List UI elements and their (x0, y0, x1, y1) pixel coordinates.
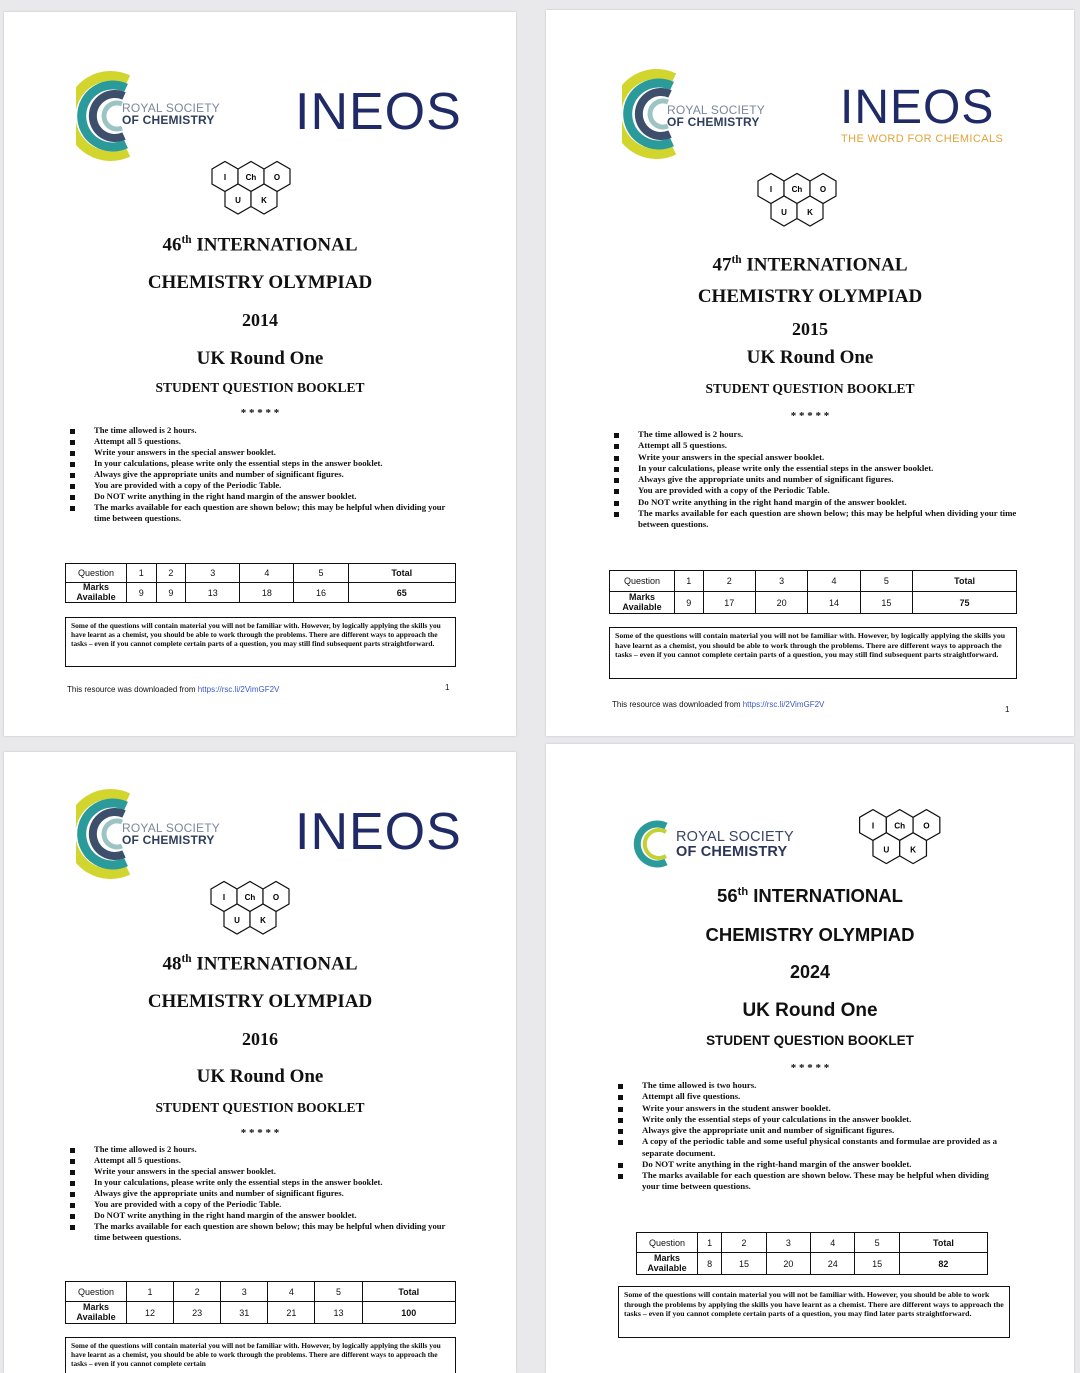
olympiad-title-line-2: CHEMISTRY OLYMPIAD (147, 272, 373, 293)
booklet-title: STUDENT QUESTION BOOKLET (705, 381, 915, 396)
instructions-list (70, 425, 462, 524)
notice-box: Some of the questions will contain material you will not be familiar with. However, by logically applying the skills you have learnt as a chemist, you should be able to work through the problems. There are different ways to approach the tasks – even if you cannot complete certain (65, 1337, 456, 1373)
hex-label: U (234, 916, 240, 925)
question-number: 5 (294, 564, 348, 583)
question-number: 4 (240, 564, 294, 583)
booklet-title: STUDENT QUESTION BOOKLET (706, 1033, 914, 1048)
booklet-2015-page (546, 10, 1074, 736)
question-number: 2 (156, 564, 186, 583)
rsc-line-1: ROYAL SOCIETY (676, 829, 794, 845)
hex-label: O (273, 173, 281, 182)
instruction-item: The marks available for each question are shown below; this may be helpful when dividing your time between questions. (70, 1221, 462, 1243)
ineos-logo: INEOS (840, 81, 995, 134)
marks-value: 15 (722, 1253, 766, 1275)
question-number: 3 (186, 564, 240, 583)
instruction-item: Always give the appropriate units and number of significant figures. (70, 1188, 462, 1199)
marks-value: 13 (186, 583, 240, 603)
ineos-logo: INEOS (295, 83, 462, 141)
question-number: 4 (808, 571, 860, 592)
footer-source (612, 700, 824, 709)
marks-value: 15 (855, 1253, 899, 1275)
hex-label: I (769, 185, 773, 194)
marks-value: 20 (766, 1253, 810, 1275)
instruction-item: Write only the essential steps of your calculations in the answer booklet. (618, 1114, 998, 1125)
marks-total: 65 (348, 583, 455, 603)
instruction-item: Write your answers in the special answer booklet. (614, 452, 1024, 463)
ineos-logo: INEOS (295, 803, 462, 861)
marks-value: 20 (755, 592, 807, 614)
hex-label: I (871, 821, 875, 831)
marks-value: 9 (156, 583, 186, 603)
rsc-line-1: ROYAL SOCIETY (122, 101, 220, 115)
stars-divider: * * * * * (790, 1062, 830, 1074)
total-header: Total (362, 1282, 455, 1302)
question-number: 5 (860, 571, 912, 592)
footer-link[interactable]: https://rsc.li/2VimGF2V (742, 700, 825, 709)
ineos-tagline: THE WORD FOR CHEMICALS (841, 133, 1004, 145)
year: 2014 (242, 310, 278, 330)
instruction-item: Do NOT write anything in the right hand margin of the answer booklet. (70, 1210, 462, 1221)
ordinal-suffix: th (181, 234, 192, 246)
instruction-item: Do NOT write anything in the right-hand margin of the answer booklet. (618, 1159, 998, 1170)
hex-label: Ch (244, 893, 256, 902)
instruction-item: Always give the appropriate unit and number of significant figures. (618, 1125, 998, 1136)
hex-label: O (819, 185, 827, 194)
olympiad-title-line-1 (4, 234, 516, 256)
question-number: 3 (221, 1282, 268, 1302)
question-header: Question (610, 571, 675, 592)
marks-table (636, 1232, 988, 1275)
marks-value: 15 (860, 592, 912, 614)
marks-value: 16 (294, 583, 348, 603)
instruction-item: The time allowed is 2 hours. (614, 429, 1024, 440)
olympiad-title-line-2: CHEMISTRY OLYMPIAD (147, 991, 373, 1012)
footer-source (67, 685, 279, 694)
round-title: UK Round One (196, 1066, 324, 1087)
hex-label: Ch (245, 173, 257, 182)
rsc-logo-text (667, 104, 765, 128)
instruction-item: Always give the appropriate units and number of significant figures. (70, 469, 462, 480)
instruction-item: Always give the appropriate units and number of significant figures. (614, 474, 1024, 485)
year: 2016 (242, 1029, 278, 1049)
instruction-item: Write your answers in the student answer booklet. (618, 1103, 998, 1114)
title-international: INTERNATIONAL (746, 254, 908, 276)
booklet-2024-page (546, 744, 1074, 1373)
stars-divider: * * * * * (240, 1127, 280, 1139)
marks-table (65, 1281, 456, 1324)
instructions-list (70, 1144, 462, 1243)
rsc-line-2: OF CHEMISTRY (122, 833, 215, 847)
question-number: 1 (675, 571, 704, 592)
question-number: 4 (811, 1233, 855, 1253)
page-number: 1 (1005, 705, 1010, 714)
hex-label: U (235, 196, 241, 205)
question-number: 1 (127, 1282, 174, 1302)
icho-uk-hexagon-logo (205, 878, 315, 948)
rsc-logo-icon (630, 820, 676, 868)
question-number: 2 (722, 1233, 766, 1253)
marks-value: 21 (268, 1302, 315, 1324)
stars-divider: * * * * * (240, 407, 280, 419)
question-number: 1 (127, 564, 157, 583)
question-number: 3 (766, 1233, 810, 1253)
marks-value: 18 (240, 583, 294, 603)
marks-value: 8 (698, 1253, 722, 1275)
question-number: 2 (174, 1282, 221, 1302)
hex-label: O (923, 821, 930, 831)
notice-box: Some of the questions will contain material you will not be familiar with. However, by logically applying the skills you have learnt as a chemist, you should be able to work through the problems. There are different ways to approach the tasks – even if you cannot complete certain parts of a question, you may still find subsequent parts straightforward. (609, 627, 1017, 679)
notice-box: Some of the questions will contain material you will not be familiar with. However, by logically applying the skills you have learnt as a chemist, you should be able to work through the problems. There are different ways to approach the tasks – even if you cannot complete certain parts of a question, you may still find subsequent parts straightforward. (65, 617, 456, 667)
instruction-item: You are provided with a copy of the Periodic Table. (70, 1199, 462, 1210)
question-header: Question (637, 1233, 698, 1253)
rsc-line-1: ROYAL SOCIETY (667, 103, 765, 117)
marks-value: 31 (221, 1302, 268, 1324)
instruction-item: In your calculations, please write only the essential steps in the answer booklet. (70, 1177, 462, 1188)
ordinal-suffix: th (181, 953, 192, 965)
hex-label: Ch (791, 185, 803, 194)
olympiad-title-line-1 (546, 885, 1074, 907)
booklet-title: STUDENT QUESTION BOOKLET (155, 380, 365, 395)
instruction-item: The time allowed is 2 hours. (70, 1144, 462, 1155)
marks-value: 13 (315, 1302, 362, 1324)
rsc-logo-text (122, 822, 220, 846)
marks-value: 9 (127, 583, 157, 603)
instruction-item: A copy of the periodic table and some useful physical constants and formulae are provided as a separate document. (618, 1136, 998, 1159)
instruction-item: Write your answers in the special answer booklet. (70, 1166, 462, 1177)
instruction-item: Write your answers in the special answer booklet. (70, 447, 462, 458)
question-number: 5 (315, 1282, 362, 1302)
ordinal-number: 47 (712, 254, 732, 276)
instruction-item: Do NOT write anything in the right hand margin of the answer booklet. (614, 497, 1024, 508)
marks-label: Marks Available (66, 583, 127, 603)
footer-link[interactable]: https://rsc.li/2VimGF2V (197, 685, 280, 694)
marks-value: 14 (808, 592, 860, 614)
booklet-title: STUDENT QUESTION BOOKLET (155, 1100, 365, 1115)
rsc-line-2: OF CHEMISTRY (122, 113, 215, 127)
icho-uk-hexagon-logo (852, 806, 968, 878)
hex-label: U (781, 208, 787, 217)
rsc-line-1: ROYAL SOCIETY (122, 821, 220, 835)
marks-total: 100 (362, 1302, 455, 1324)
instructions-list (618, 1080, 998, 1193)
hex-label: K (260, 916, 266, 925)
instruction-item: In your calculations, please write only the essential steps in the answer booklet. (614, 463, 1024, 474)
olympiad-title-line-2: CHEMISTRY OLYMPIAD (705, 924, 915, 945)
total-header: Total (913, 571, 1017, 592)
instruction-item: Attempt all 5 questions. (70, 436, 462, 447)
hex-label: Ch (894, 821, 906, 831)
marks-value: 9 (675, 592, 704, 614)
icho-uk-hexagon-logo (752, 170, 862, 240)
round-title: UK Round One (742, 1000, 878, 1021)
booklet-2014-page (4, 12, 516, 736)
instruction-item: You are provided with a copy of the Periodic Table. (614, 485, 1024, 496)
instruction-item: The time allowed is 2 hours. (70, 425, 462, 436)
instruction-item: The marks available for each question are shown below. These may be helpful when dividing your time between questions. (618, 1170, 998, 1193)
ordinal-number: 48 (162, 953, 182, 975)
question-number: 3 (755, 571, 807, 592)
ordinal-suffix: th (737, 885, 749, 898)
rsc-line-2: OF CHEMISTRY (667, 115, 760, 129)
instruction-item: In your calculations, please write only the essential steps in the answer booklet. (70, 458, 462, 469)
marks-label: Marks Available (66, 1302, 127, 1324)
page-number: 1 (445, 683, 450, 692)
instructions-list (614, 429, 1024, 530)
booklet-2016-page (4, 752, 516, 1373)
instruction-item: The marks available for each question are shown below; this may be helpful when dividing your time between questions. (614, 508, 1024, 531)
marks-label: Marks Available (610, 592, 675, 614)
marks-value: 24 (811, 1253, 855, 1275)
ordinal-suffix: th (731, 254, 742, 266)
ordinal-number: 56 (717, 885, 738, 906)
marks-label: Marks Available (637, 1253, 698, 1275)
ordinal-number: 46 (162, 234, 182, 256)
icho-uk-hexagon-logo (206, 158, 316, 228)
footer-text: This resource was downloaded from (612, 700, 743, 709)
title-international: INTERNATIONAL (196, 234, 358, 256)
instruction-item: You are provided with a copy of the Periodic Table. (70, 480, 462, 491)
hex-label: K (807, 208, 813, 217)
question-number: 4 (268, 1282, 315, 1302)
instruction-item: The time allowed is two hours. (618, 1080, 998, 1091)
question-header: Question (66, 1282, 127, 1302)
olympiad-title-line-2: CHEMISTRY OLYMPIAD (697, 286, 923, 307)
instruction-item: Do NOT write anything in the right hand margin of the answer booklet. (70, 491, 462, 502)
hex-label: K (261, 196, 267, 205)
notice-box: Some of the questions will contain material you will not be familiar with. However, you should be able to work through the problems by applying the skills you have learnt as a chemist. There are different ways to approach the tasks – even if you cannot complete certain parts of a question, you may find later parts straightforward. (618, 1286, 1010, 1338)
marks-value: 12 (127, 1302, 174, 1324)
question-number: 5 (855, 1233, 899, 1253)
instruction-item: Attempt all 5 questions. (614, 440, 1024, 451)
total-header: Total (899, 1233, 987, 1253)
question-header: Question (66, 564, 127, 583)
hex-label: K (910, 845, 917, 855)
marks-value: 17 (703, 592, 755, 614)
stars-divider: * * * * * (790, 410, 830, 422)
marks-total: 82 (899, 1253, 987, 1275)
year: 2015 (792, 319, 828, 339)
footer-text: This resource was downloaded from (67, 685, 198, 694)
hex-label: O (272, 893, 280, 902)
hex-label: I (222, 893, 226, 902)
instruction-item: Attempt all 5 questions. (70, 1155, 462, 1166)
question-number: 1 (698, 1233, 722, 1253)
title-international: INTERNATIONAL (196, 953, 358, 975)
total-header: Total (348, 564, 455, 583)
round-title: UK Round One (196, 348, 324, 369)
marks-total: 75 (913, 592, 1017, 614)
marks-value: 23 (174, 1302, 221, 1324)
marks-table (65, 563, 456, 603)
instruction-item: The marks available for each question are shown below; this may be helpful when dividing your time between questions. (70, 502, 462, 524)
round-title: UK Round One (746, 347, 874, 368)
olympiad-title-line-1 (546, 254, 1074, 276)
year: 2024 (789, 962, 831, 982)
title-international: INTERNATIONAL (753, 885, 903, 906)
hex-label: U (883, 845, 890, 855)
rsc-logo-text (676, 830, 794, 859)
instruction-item: Attempt all five questions. (618, 1091, 998, 1102)
rsc-logo-text (122, 102, 220, 126)
rsc-line-2: OF CHEMISTRY (676, 843, 788, 860)
hex-label: I (223, 173, 227, 182)
question-number: 2 (703, 571, 755, 592)
marks-table (609, 570, 1017, 614)
olympiad-title-line-1 (4, 953, 516, 975)
